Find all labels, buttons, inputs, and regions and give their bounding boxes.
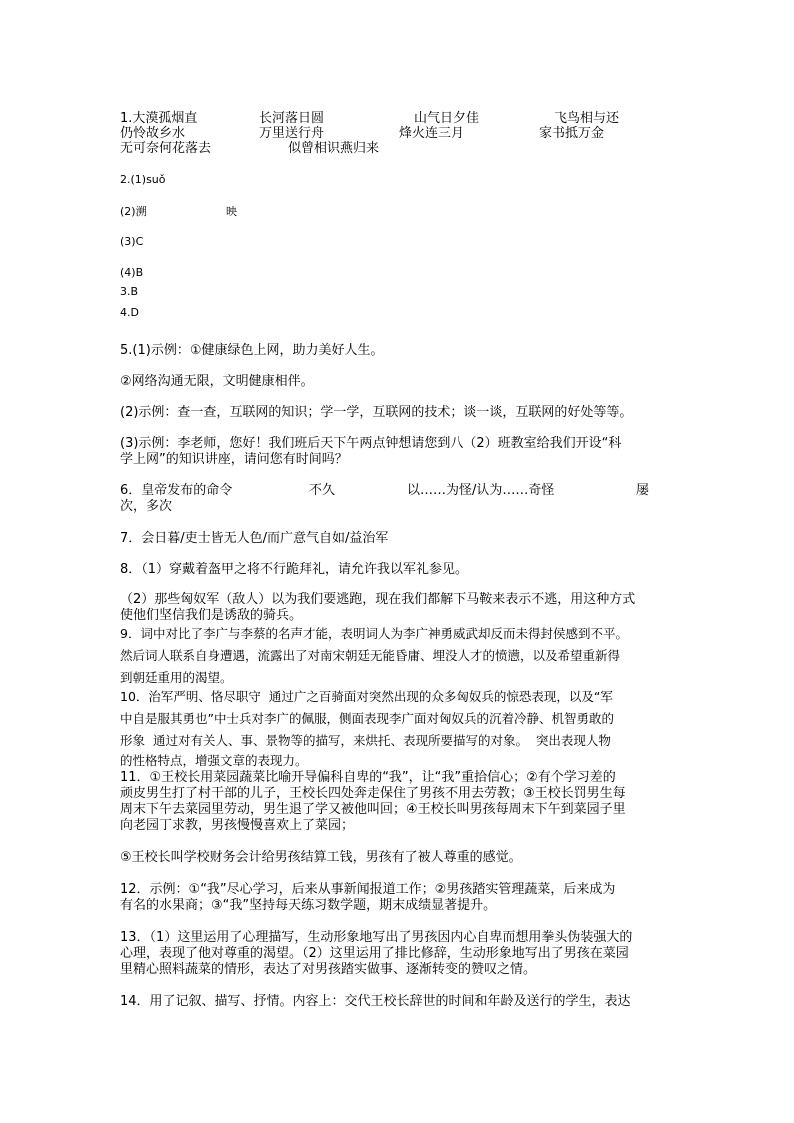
q8-part1: 8．（1）穿戴着盔甲之将不行跪拜礼，请允许我以军礼参见。: [120, 562, 469, 577]
q2-part2-a: (2)溯: [120, 205, 147, 218]
q1-line1-c: 山气日夕佳: [414, 111, 480, 126]
q5-part2: (2)示例：查一查，互联网的知识；学一学，互联网的技术；谈一谈，互联网的好处等等。: [120, 405, 633, 420]
q12-line2: 有名的水果商；③“我”坚持每天练习数学题，期末成绩显著提升。: [120, 898, 497, 913]
q6-line1-a: 6．皇帝发布的命令: [120, 483, 233, 498]
q1-line1-b: 长河落日圆: [259, 111, 325, 126]
q11-line3: 周末下午去菜园里劳动，男生退了学又被他叫回；④王校长叫男孩每周末下午到菜园子里: [120, 802, 626, 817]
q11-line4: 向老园丁求教，男孩慢慢喜欢上了菜园；: [120, 818, 355, 833]
answer-4: 4.D: [120, 306, 139, 319]
q5-part3-line1: (3)示例：李老师，您好！我们班后天下午两点钟想请您到八（2）班教室给我们开设“科: [120, 436, 622, 451]
q11-line1: 11．①王校长用菜园蔬菜比喻开导偏科自卑的“我”，让“我”重拾信心；②有个学习差的: [120, 770, 616, 785]
q1-line3-a: 无可奈何花落去: [120, 141, 212, 156]
q2-part2-b: 映: [226, 205, 237, 218]
q11-line5: ⑤王校长叫学校财务会计给男孩结算工钱，男孩有了被人尊重的感觉。: [120, 850, 522, 865]
q1-line1-a: 1.大漠孤烟直: [120, 111, 198, 126]
q10-line3: 形象 通过对有关人、事、景物等的描写，来烘托、表现所要描写的对象。 突出表现人物: [120, 733, 611, 748]
q12-line1: 12．示例：①“我”尽心学习，后来从事新闻报道工作；②男孩踏实管理蔬菜，后来成为: [120, 882, 616, 897]
q13-line3: 里精心照料蔬菜的情形，表达了对男孩踏实做事、逐渐转变的赞叹之情。: [120, 962, 537, 977]
q11-line2: 顽皮男生打了村干部的儿子，王校长四处奔走保住了男孩不用去劳教；③王校长罚男生每: [120, 786, 626, 801]
q1-line2-c: 烽火连三月: [399, 126, 465, 141]
q5-part1-b: ②网络沟通无限，文明健康相伴。: [120, 374, 314, 389]
q2-part3: (3)C: [120, 235, 144, 248]
q6-line1-b: 不久: [309, 483, 336, 498]
q10-line2: 中自是服其勇也”中士兵对李广的佩服，侧面表现李广面对匈奴兵的沉着冷静、机智勇敢的: [120, 711, 614, 726]
q1-line3-b: 似曾相识燕归来: [288, 141, 380, 156]
q8-part2-line1: （2）那些匈奴军（敌人）以为我们要逃跑，现在我们都解下马鞍来表示不逃，用这种方式: [120, 592, 636, 607]
q6-line2: 次，多次: [120, 499, 173, 514]
q6-line1-d: 屡: [636, 483, 650, 498]
q10-line1: 10．治军严明、恪尽职守 通过广之百骑面对突然出现的众多匈奴兵的惊恐表现，以及“军: [120, 689, 613, 704]
q8-part2-line2: 使他们坚信我们是诱敌的骑兵。: [120, 608, 303, 623]
answer-7: 7．会日暮/吏士皆无人色/而广意气自如/益治军: [120, 531, 389, 546]
q10-line4: 的性格特点，增强文章的表现力。: [120, 753, 308, 768]
q13-line1: 13．（1）这里运用了心理描写，生动形象地写出了男孩因内心自卑而想用拳头伪装强大的: [120, 930, 633, 945]
q1-line1-d: 飞鸟相与还: [554, 111, 620, 126]
q13-line2: 心理，表现了他对尊重的渴望。（2）这里运用了排比修辞，生动形象地写出了男孩在菜园: [120, 946, 629, 961]
q2-part1: 2.(1)suǒ: [120, 173, 166, 186]
answer-3: 3.B: [120, 285, 139, 298]
q9-line1: 9．词中对比了李广与李蔡的名声才能，表明词人为李广神勇威武却反而未得封侯感到不平。: [120, 626, 628, 641]
q2-part4: (4)B: [120, 266, 144, 279]
q9-line2: 然后词人联系自身遭遇，流露出了对南宋朝廷无能昏庸、埋没人才的愤懑，以及希望重新得: [120, 648, 621, 663]
answer-14: 14．用了记叙、描写、抒情。内容上：交代王校长辞世的时间和年龄及送行的学生，表达: [120, 994, 631, 1009]
q6-line1-c: 以……为怪/认为……奇怪: [407, 483, 555, 498]
q1-line2-d: 家书抵万金: [539, 126, 605, 141]
q9-line3: 到朝廷重用的渴望。: [120, 670, 233, 685]
q1-line2-b: 万里送行舟: [259, 126, 325, 141]
q1-line2-a: 仍怜故乡水: [120, 126, 186, 141]
q5-part1: 5.(1)示例：①健康绿色上网，助力美好人生。: [120, 343, 384, 358]
q5-part3-line2: 学上网”的知识讲座，请问您有时间吗？: [120, 452, 348, 467]
